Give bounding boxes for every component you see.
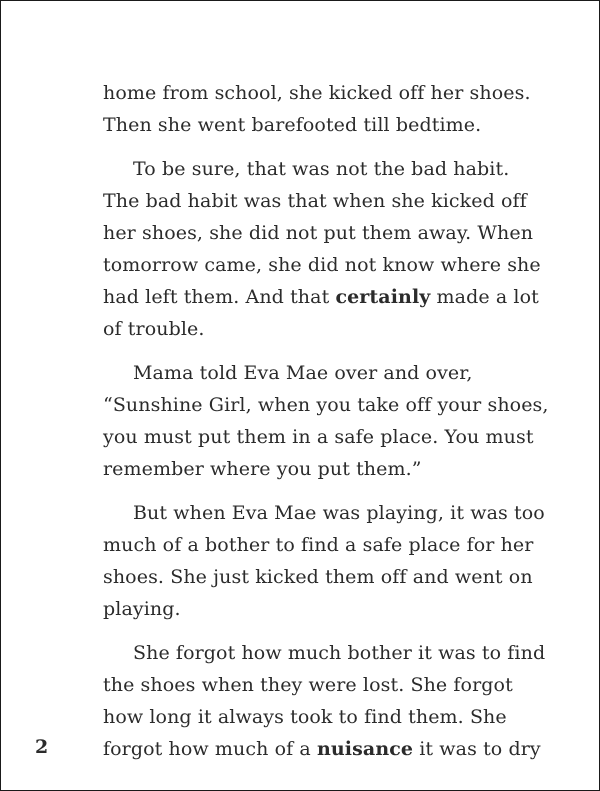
emphasis-word: certainly xyxy=(335,286,431,308)
text-line: To be sure, that was not the bad habit. xyxy=(133,158,510,180)
text-line: her shoes, she did not put them away. When xyxy=(103,222,534,244)
body-text xyxy=(103,77,573,777)
text-line: “Sunshine Girl, when you take off your shoes, xyxy=(103,394,549,416)
text-line: of trouble. xyxy=(103,318,205,340)
paragraph-5 xyxy=(103,637,573,765)
text-line: forgot how much of a nuisance it was to dry xyxy=(103,738,541,760)
text-line: The bad habit was that when she kicked off xyxy=(103,190,527,212)
text-line: Then she went barefooted till bedtime. xyxy=(103,114,482,136)
text-line: playing. xyxy=(103,598,181,620)
text-line: much of a bother to find a safe place for her xyxy=(103,534,534,556)
text-line: Mama told Eva Mae over and over, xyxy=(133,362,473,384)
emphasis-word: nuisance xyxy=(316,738,414,760)
text-line: home from school, she kicked off her shoes. xyxy=(103,82,531,104)
paragraph-2 xyxy=(103,153,573,345)
text-line: But when Eva Mae was playing, it was too xyxy=(133,502,545,524)
page-number: 2 xyxy=(35,736,49,758)
text-line: the shoes when they were lost. She forgot xyxy=(103,674,513,696)
text-line: had left them. And that certainly made a lot xyxy=(103,286,539,308)
text-line: you must put them in a safe place. You must xyxy=(103,426,534,448)
text-line: how long it always took to find them. She xyxy=(103,706,507,728)
paragraph-3 xyxy=(103,357,573,485)
paragraph-1 xyxy=(103,77,573,141)
text-line: tomorrow came, she did not know where she xyxy=(103,254,541,276)
text-line: She forgot how much bother it was to find xyxy=(133,642,546,664)
paragraph-4 xyxy=(103,497,573,625)
text-line: remember where you put them.” xyxy=(103,458,422,480)
text-line: shoes. She just kicked them off and went on xyxy=(103,566,533,588)
